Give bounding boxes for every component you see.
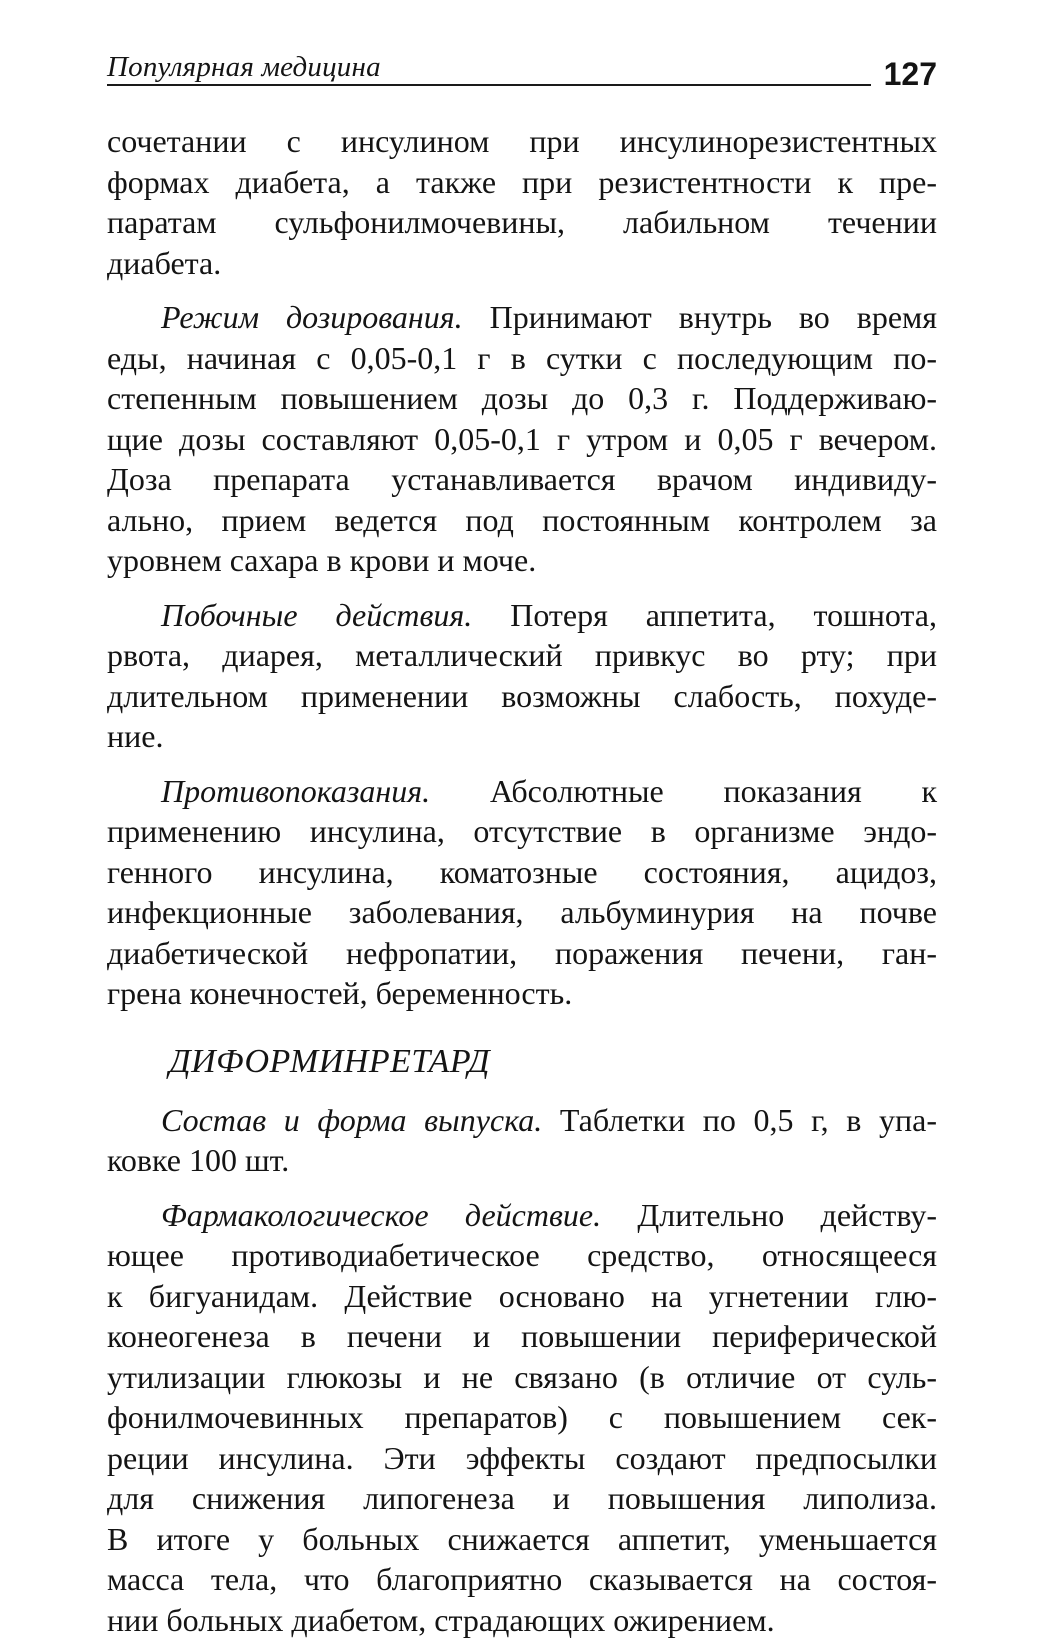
text-line: щие дозы составляют 0,05-0,1 г утром и 0,05 г вечером.: [107, 419, 937, 460]
text-line: к бигуанидам. Действие основано на угнетении глю-: [107, 1276, 937, 1317]
text-line: ально, прием ведется под постоянным контролем за: [107, 500, 937, 541]
section-lead-pharmacology: Фармакологическое действие.: [161, 1197, 601, 1233]
text-line: рвота, диарея, металлический привкус во рту; при: [107, 635, 937, 676]
section-lead-side-effects: Побочные действия.: [161, 597, 472, 633]
text-line: длительном применении возможны слабость, похуде-: [107, 676, 937, 717]
text-line: реции инсулина. Эти эффекты создают предпосылки: [107, 1438, 937, 1479]
text-line: паратам сульфонилмочевины, лабильном течении: [107, 202, 937, 243]
text-line: Доза препарата устанавливается врачом индивиду-: [107, 459, 937, 500]
text-line: [107, 595, 937, 636]
text-line: степенным повышением дозы до 0,3 г. Поддерживаю-: [107, 378, 937, 419]
text-line: грена конечностей, беременность.: [107, 973, 937, 1014]
section-lead-contraindications: Противопоказания.: [161, 773, 430, 809]
text-line: уровнем сахара в крови и моче.: [107, 540, 937, 581]
text-line: диабетической нефропатии, поражения печени, ган-: [107, 933, 937, 974]
text-line: применению инсулина, отсутствие в организме эндо-: [107, 811, 937, 852]
text-line: масса тела, что благоприятно сказывается на состоя-: [107, 1559, 937, 1600]
paragraph-continuation: [107, 121, 937, 283]
text-line: [107, 297, 937, 338]
section-lead-dosing: Режим дозирования.: [161, 299, 463, 335]
text-line: [107, 1195, 937, 1236]
text-line: фонилмочевинных препаратов) с повышением сек-: [107, 1397, 937, 1438]
running-title: Популярная медицина: [107, 50, 381, 84]
text-line: ние.: [107, 716, 937, 757]
header-rule: [107, 84, 871, 86]
text-run: Таблетки по 0,5 г, в упа-: [542, 1102, 937, 1138]
paragraph-composition: [107, 1100, 937, 1181]
text-line: для снижения липогенеза и повышения липолиза.: [107, 1478, 937, 1519]
text-line: ющее противодиабетическое средство, относящееся: [107, 1235, 937, 1276]
text-line: нии больных диабетом, страдающих ожирением.: [107, 1600, 937, 1640]
text-line: [107, 1100, 937, 1141]
text-line: конеогенеза в печени и повышении периферической: [107, 1316, 937, 1357]
text-run: Принимают внутрь во время: [463, 299, 937, 335]
section-lead-composition: Состав и форма выпуска.: [161, 1102, 542, 1138]
text-run: Потеря аппетита, тошнота,: [472, 597, 937, 633]
text-line: сочетании с инсулином при инсулинорезистентных: [107, 121, 937, 162]
text-line: [107, 771, 937, 812]
text-line: В итоге у больных снижается аппетит, уменьшается: [107, 1519, 937, 1560]
drug-heading: ДИФОРМИНРЕТАРД: [107, 1038, 937, 1086]
paragraph-contraindications: [107, 771, 937, 1014]
body-text: [107, 121, 937, 1640]
text-run: Длительно действу-: [601, 1197, 937, 1233]
paragraph-pharmacology: [107, 1195, 937, 1640]
text-line: диабета.: [107, 243, 937, 284]
text-line: генного инсулина, коматозные состояния, ацидоз,: [107, 852, 937, 893]
text-line: еды, начиная с 0,05-0,1 г в сутки с последующим по-: [107, 338, 937, 379]
text-line: формах диабета, а также при резистентности к пре-: [107, 162, 937, 203]
text-line: утилизации глюкозы и не связано (в отличие от суль-: [107, 1357, 937, 1398]
text-line: ковке 100 шт.: [107, 1140, 937, 1181]
text-run: Абсолютные показания к: [430, 773, 937, 809]
running-header: [107, 44, 937, 94]
page-number: 127: [884, 54, 937, 94]
paragraph-side-effects: [107, 595, 937, 757]
paragraph-dosing: [107, 297, 937, 581]
text-line: инфекционные заболевания, альбуминурия на почве: [107, 892, 937, 933]
